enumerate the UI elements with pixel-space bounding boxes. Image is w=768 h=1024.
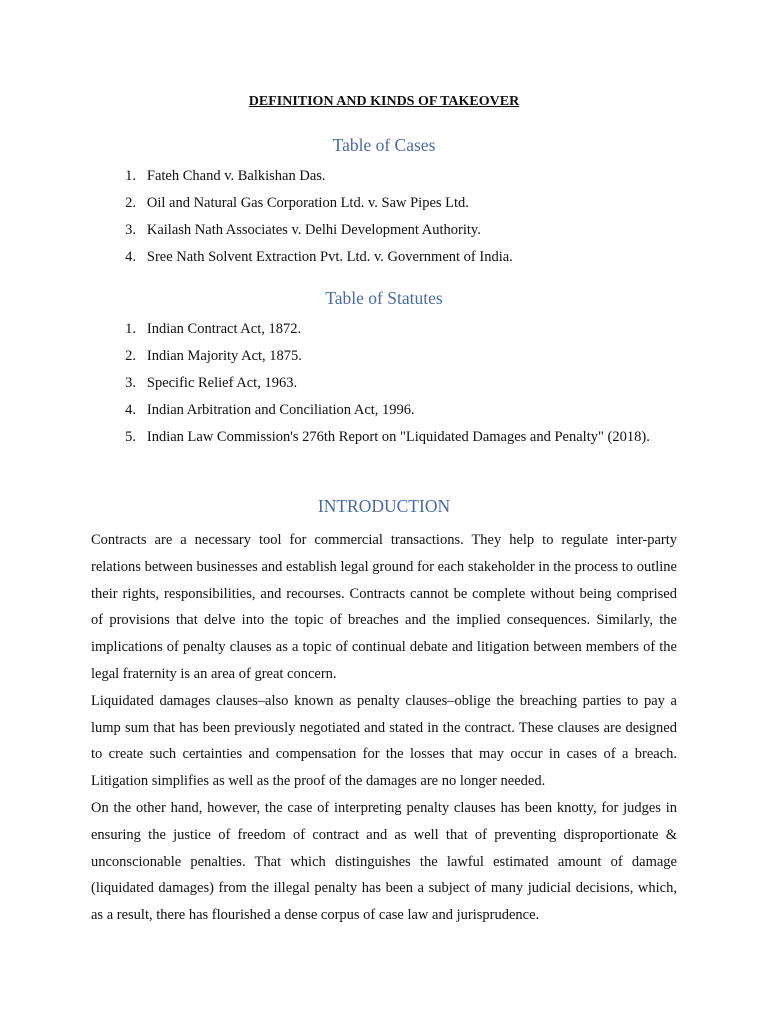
list-item bbox=[108, 247, 513, 274]
case-name: Fateh Chand v. Balkishan Das. bbox=[146, 168, 326, 184]
list-item bbox=[108, 400, 650, 427]
list-number: 1. bbox=[125, 321, 136, 337]
statute-name: Indian Law Commission's 276th Report on "Liquidated Damages and Penalty" (2018). bbox=[146, 429, 650, 445]
paragraph: Contracts are a necessary tool for commercial transactions. They help to regulate inter-party relations between businesses and establish legal ground for each stakeholder in the process to outline their rights, responsibilities, and recourses. Contracts cannot be complete without being comprised of provisions that delve into the topic of breaches and the implied consequences. Similarly, the implications of penalty clauses as a topic of continual debate and litigation between members of the legal fraternity is an area of great concern. bbox=[91, 532, 677, 682]
list-number: 2. bbox=[125, 195, 136, 211]
list-item bbox=[108, 220, 513, 247]
paragraph: On the other hand, however, the case of interpreting penalty clauses has been knotty, for judges in ensuring the justice of freedom of contract and as well that of preventing disproportionate & unconscionable penalties. That which distinguishes the lawful estimated amount of damage (liquidated damages) from the illegal penalty has been a subject of many judicial decisions, which, as a result, there has flourished a dense corpus of case law and jurisprudence. bbox=[91, 799, 677, 924]
list-item bbox=[108, 166, 513, 193]
case-name: Sree Nath Solvent Extraction Pvt. Ltd. v. Government of India. bbox=[146, 249, 513, 265]
paragraph: Liquidated damages clauses–also known as penalty clauses–oblige the breaching parties to pay a lump sum that has been previously negotiated and stated in the contract. These clauses are designed to create such certainties and compensation for the losses that may occur in cases of a breach. Litigation simplifies as well as the proof of the damages are no longer needed. bbox=[91, 692, 677, 790]
list-item bbox=[108, 346, 650, 373]
case-name: Kailash Nath Associates v. Delhi Development Authority. bbox=[146, 222, 481, 238]
list-item bbox=[108, 373, 650, 400]
list-number: 4. bbox=[125, 402, 136, 418]
statute-name: Indian Arbitration and Conciliation Act, 1996. bbox=[146, 402, 415, 418]
statute-name: Indian Contract Act, 1872. bbox=[146, 321, 302, 337]
introduction-body bbox=[91, 527, 677, 929]
table-of-statutes-heading: Table of Statutes bbox=[325, 288, 443, 308]
case-name: Oil and Natural Gas Corporation Ltd. v. Saw Pipes Ltd. bbox=[146, 195, 469, 211]
statute-name: Specific Relief Act, 1963. bbox=[146, 375, 298, 391]
introduction-heading: INTRODUCTION bbox=[317, 496, 451, 516]
list-number: 5. bbox=[125, 429, 136, 445]
list-item bbox=[108, 427, 650, 454]
table-of-cases-list bbox=[108, 166, 513, 274]
list-item bbox=[108, 319, 650, 346]
list-number: 4. bbox=[125, 249, 136, 265]
table-of-cases-heading: Table of Cases bbox=[332, 135, 436, 155]
table-of-statutes-list bbox=[108, 319, 650, 454]
list-number: 2. bbox=[125, 348, 136, 364]
statute-name: Indian Majority Act, 1875. bbox=[146, 348, 302, 364]
list-number: 3. bbox=[125, 222, 136, 238]
list-number: 3. bbox=[125, 375, 136, 391]
document-title: DEFINITION AND KINDS OF TAKEOVER bbox=[248, 94, 520, 109]
list-item bbox=[108, 193, 513, 220]
list-number: 1. bbox=[125, 168, 136, 184]
